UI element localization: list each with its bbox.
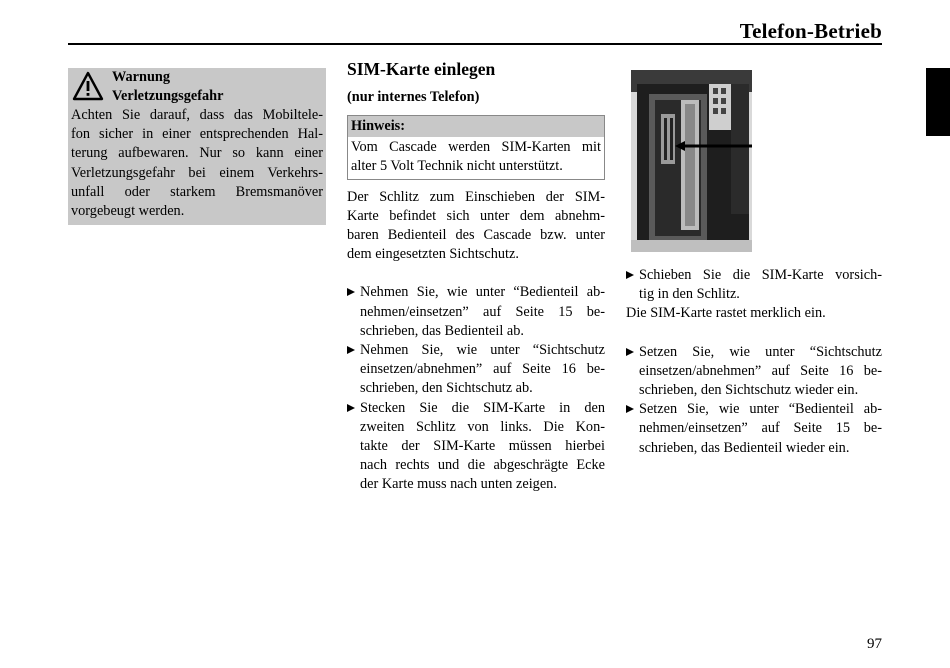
step-line: Stecken Sie die SIM-Karte in den xyxy=(360,399,605,416)
middle-column xyxy=(347,57,605,495)
warning-triangle-icon xyxy=(72,71,104,101)
intro-line: Der Schlitz zum Einschieben der SIM- xyxy=(347,188,605,205)
header-rule xyxy=(68,43,882,45)
bullet-arrow-icon xyxy=(347,404,355,412)
intro-line: baren Bedienteil des Cascade bzw. unter xyxy=(347,227,605,244)
step-line: nehmen/einsetzen” auf Seite 15 be- xyxy=(360,303,605,320)
step-item xyxy=(626,343,882,401)
right-column xyxy=(626,266,882,458)
step-line: schrieben, das Bedienteil wieder ein. xyxy=(639,439,850,456)
bullet-arrow-icon xyxy=(626,405,634,413)
warning-text xyxy=(68,106,326,221)
step-line: einsetzen/abnehmen” auf Seite 16 be- xyxy=(639,362,882,379)
step-line: schrieben, das Bedienteil ab. xyxy=(360,322,524,339)
warning-box xyxy=(68,68,326,225)
bullet-arrow-icon xyxy=(347,346,355,354)
page-number: 97 xyxy=(867,636,882,652)
warning-line: Verletzungsgefahr bei einem Verkehrs- xyxy=(71,164,323,181)
step-line: takte der SIM-Karte müssen hierbei xyxy=(360,438,605,455)
step-item xyxy=(347,283,605,341)
step-line: nach rechts und die abgeschrägte Ecke xyxy=(360,457,605,474)
note-line: Vom Cascade werden SIM-Karten mit xyxy=(351,139,601,156)
step-item xyxy=(347,341,605,399)
warning-line: terung aufbewaren. Nur so kann einer xyxy=(71,145,323,162)
intro-line: Karte befindet sich unter dem abnehm- xyxy=(347,207,605,224)
step-line: nehmen/einsetzen” auf Seite 15 be- xyxy=(639,420,882,437)
step-line: Nehmen Sie, wie unter “Bedienteil ab- xyxy=(360,284,605,301)
warning-subtitle: Verletzungsgefahr xyxy=(112,88,224,104)
step-item xyxy=(626,400,882,458)
note-box xyxy=(347,115,605,179)
warning-line: fon sicher in einer entsprechenden Hal- xyxy=(71,126,323,143)
warning-title: Warnung xyxy=(112,69,171,85)
note-heading: Hinweis: xyxy=(348,116,604,137)
step-line: zweiten Schlitz von links. Die Kon- xyxy=(360,418,605,435)
note-text xyxy=(348,137,604,178)
step-line: einsetzen/abnehmen” auf Seite 16 be- xyxy=(360,361,605,378)
step-item xyxy=(626,266,882,304)
intro-line: dem eingesetzten Sichtschutz. xyxy=(347,246,519,263)
warning-header xyxy=(68,68,326,106)
bullet-arrow-icon xyxy=(347,288,355,296)
page-header-title: Telefon-Betrieb xyxy=(739,19,882,43)
warning-line: vorgebeugt werden. xyxy=(71,202,185,219)
step-line: Nehmen Sie, wie unter “Sichtschutz xyxy=(360,342,605,359)
sim-slot-photo xyxy=(631,70,752,252)
section-title: SIM-Karte einlegen xyxy=(347,59,496,79)
note-line: alter 5 Volt Technik nicht unterstützt. xyxy=(351,158,563,175)
warning-line: Achten Sie darauf, dass das Mobiltele- xyxy=(71,107,323,123)
step-line: schrieben, den Sichtschutz ab. xyxy=(360,380,533,397)
step-line: Schieben Sie die SIM-Karte vorsich- xyxy=(639,267,882,283)
step-item xyxy=(347,399,605,495)
chapter-thumb-tab xyxy=(926,68,950,136)
intro-paragraph xyxy=(347,188,605,265)
bullet-arrow-icon xyxy=(626,348,634,356)
step-line: Setzen Sie, wie unter “Bedienteil ab- xyxy=(639,401,882,418)
step-line: schrieben, den Sichtschutz wieder ein. xyxy=(639,382,859,399)
step-line: tig in den Schlitz. xyxy=(639,286,740,303)
bullet-arrow-icon xyxy=(626,271,634,279)
step-line: der Karte muss nach unten zeigen. xyxy=(360,476,557,493)
warning-line: unfall oder starkem Bremsmanöver xyxy=(71,183,323,200)
result-text: Die SIM-Karte rastet merklich ein. xyxy=(626,305,826,322)
step-line: Setzen Sie, wie unter “Sichtschutz xyxy=(639,343,882,360)
section-subtitle: (nur internes Telefon) xyxy=(347,89,480,105)
